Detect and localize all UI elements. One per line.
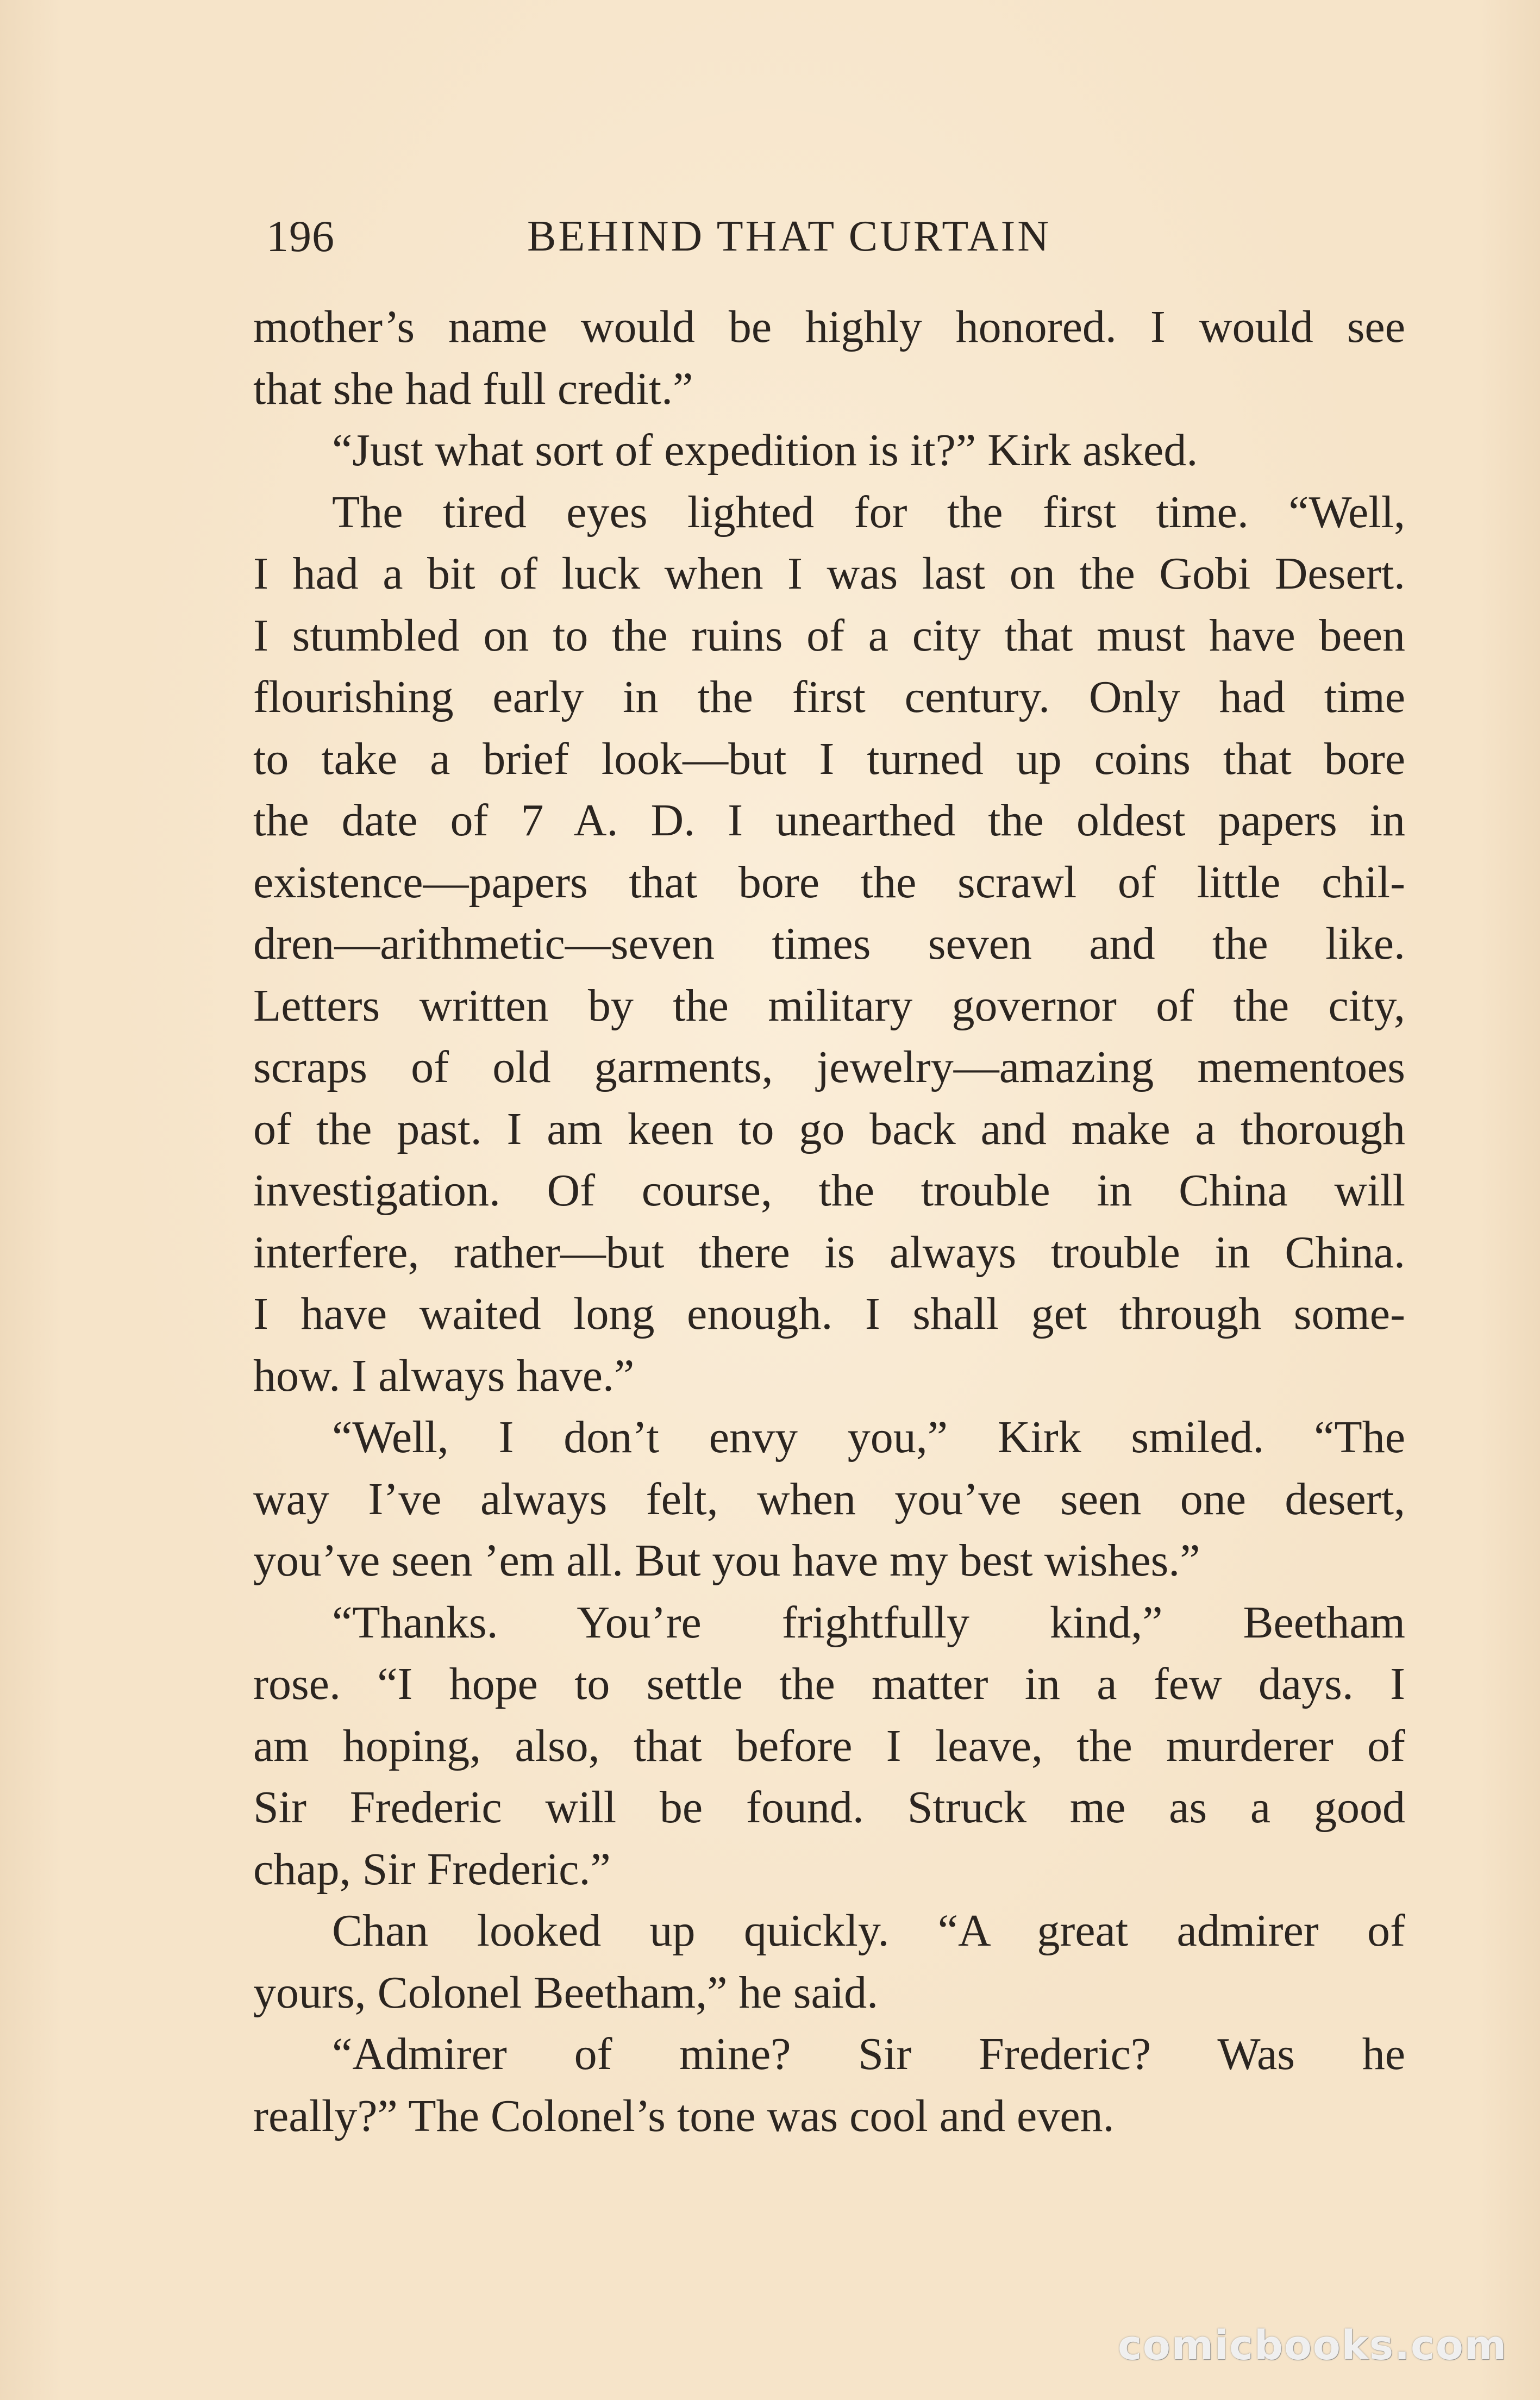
text-line: you’ve seen ’em all. But you have my best wishes.” [253, 1535, 1200, 1586]
text-line: am hoping, also, that before I leave, the murderer of [253, 1720, 1405, 1771]
body-text [253, 296, 1405, 2147]
text-line: Chan looked up quickly. “A great admirer of [332, 1905, 1405, 1956]
running-title: BEHIND THAT CURTAIN [527, 212, 1051, 260]
watermark-logo: comicbooks.com [1118, 2322, 1507, 2369]
text-line: chap, Sir Frederic.” [253, 1843, 611, 1895]
text-line: of the past. I am keen to go back and make a thorough [253, 1103, 1405, 1154]
text-line: interfere, rather—but there is always trouble in China. [253, 1227, 1405, 1278]
text-line: the date of 7 A. D. I unearthed the oldest papers in [253, 795, 1405, 846]
text-line: that she had full credit.” [253, 363, 693, 414]
text-line: dren—arithmetic—seven times seven and the like. [253, 918, 1405, 969]
text-line: “Just what sort of expedition is it?” Kirk asked. [332, 425, 1198, 476]
text-line: “Admirer of mine? Sir Frederic? Was he [332, 2029, 1405, 2079]
text-line: The tired eyes lighted for the first time. “Well, [332, 486, 1405, 538]
text-line: I stumbled on to the ruins of a city that must have been [253, 610, 1405, 661]
text-line: Sir Frederic will be found. Struck me as a good [253, 1782, 1405, 1833]
text-line: “Thanks. You’re frightfully kind,” Beetham [332, 1597, 1405, 1648]
text-line: flourishing early in the first century. Only had time [253, 672, 1405, 722]
text-line: really?” The Colonel’s tone was cool and even. [253, 2090, 1115, 2141]
text-line: scraps of old garments, jewelry—amazing mementoes [253, 1042, 1405, 1092]
page-number: 196 [266, 211, 335, 261]
text-line: “Well, I don’t envy you,” Kirk smiled. “The [332, 1412, 1405, 1462]
text-line: investigation. Of course, the trouble in China will [253, 1165, 1405, 1216]
text-line: mother’s name would be highly honored. I would see [253, 302, 1405, 352]
text-line: I had a bit of luck when I was last on the Gobi Desert. [253, 548, 1405, 599]
text-line: I have waited long enough. I shall get through some- [253, 1289, 1405, 1339]
text-line: way I’ve always felt, when you’ve seen one desert, [253, 1473, 1405, 1524]
text-line: Letters written by the military governor of the city, [253, 980, 1405, 1031]
text-line: yours, Colonel Beetham,” he said. [253, 1967, 879, 2018]
text-line: rose. “I hope to settle the matter in a few days. I [253, 1659, 1405, 1709]
text-line: how. I always have.” [253, 1350, 635, 1401]
page-header [266, 207, 1157, 266]
text-line: to take a brief look—but I turned up coins that bore [253, 733, 1405, 784]
text-line: existence—papers that bore the scrawl of little chil- [253, 857, 1405, 908]
